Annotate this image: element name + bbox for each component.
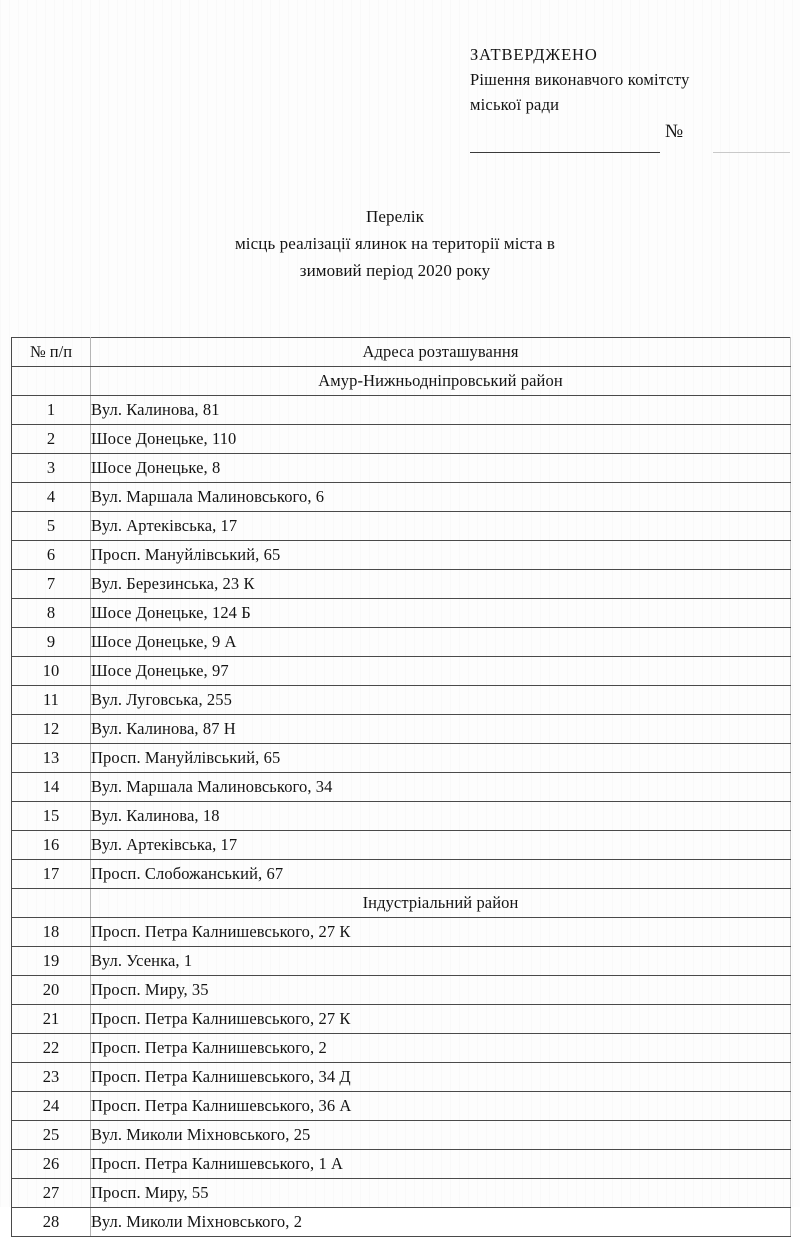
table-row bbox=[12, 947, 791, 976]
table-row bbox=[12, 1005, 791, 1034]
table-row bbox=[12, 1063, 791, 1092]
cell-address: Просп. Петра Калнишевського, 27 К bbox=[91, 1005, 791, 1034]
column-header-number: № п/п bbox=[12, 338, 91, 367]
approval-heading: ЗАТВЕРДЖЕНО bbox=[470, 45, 598, 64]
table-row bbox=[12, 773, 791, 802]
district-name: Амур-Нижньодніпровський район bbox=[91, 367, 791, 396]
cell-row-number: 15 bbox=[12, 802, 91, 831]
table-row bbox=[12, 1179, 791, 1208]
page-title-line-3: зимовий період 2020 року bbox=[299, 261, 491, 280]
cell-row-number: 2 bbox=[12, 425, 91, 454]
table-row bbox=[12, 1150, 791, 1179]
cell-address: Просп. Петра Калнишевського, 36 А bbox=[91, 1092, 791, 1121]
cell-row-number: 12 bbox=[12, 715, 91, 744]
signature-rule-left bbox=[470, 152, 660, 153]
cell-address: Шосе Донецьке, 97 bbox=[91, 657, 791, 686]
cell-address: Вул. Артеківська, 17 bbox=[91, 831, 791, 860]
table-row bbox=[12, 1121, 791, 1150]
table-header-row bbox=[12, 338, 791, 367]
cell-address: Вул. Усенка, 1 bbox=[91, 947, 791, 976]
table-row bbox=[12, 860, 791, 889]
cell-row-number: 13 bbox=[12, 744, 91, 773]
cell-address: Вул. Калинова, 81 bbox=[91, 396, 791, 425]
approval-decision-line: Рішення виконавчого комітсту bbox=[470, 70, 690, 89]
table-row bbox=[12, 396, 791, 425]
cell-address: Вул. Маршала Малиновського, 34 bbox=[91, 773, 791, 802]
cell-row-number: 8 bbox=[12, 599, 91, 628]
cell-row-number: 11 bbox=[12, 686, 91, 715]
cell-row-number: 23 bbox=[12, 1063, 91, 1092]
district-header-row bbox=[12, 889, 791, 918]
cell-address: Вул. Миколи Міхновського, 2 bbox=[91, 1208, 791, 1237]
table-row bbox=[12, 715, 791, 744]
table-row bbox=[12, 831, 791, 860]
column-header-address: Адреса розташування bbox=[91, 338, 791, 367]
table-head bbox=[12, 338, 791, 367]
cell-row-number: 26 bbox=[12, 1150, 91, 1179]
table-row bbox=[12, 976, 791, 1005]
table-row bbox=[12, 1208, 791, 1237]
approval-council-line: міської ради bbox=[470, 95, 560, 114]
cell-row-number: 14 bbox=[12, 773, 91, 802]
cell-row-number: 24 bbox=[12, 1092, 91, 1121]
cell-row-number: 7 bbox=[12, 570, 91, 599]
cell-row-number: 3 bbox=[12, 454, 91, 483]
locations-table bbox=[11, 337, 791, 1237]
cell-row-number: 6 bbox=[12, 541, 91, 570]
cell-row-number: 1 bbox=[12, 396, 91, 425]
cell-address: Шосе Донецьке, 8 bbox=[91, 454, 791, 483]
district-name: Індустріальний район bbox=[91, 889, 791, 918]
cell-address: Вул. Калинова, 18 bbox=[91, 802, 791, 831]
table-row bbox=[12, 425, 791, 454]
signature-rule-right bbox=[713, 152, 790, 153]
cell-address: Просп. Миру, 55 bbox=[91, 1179, 791, 1208]
approval-number-row bbox=[470, 121, 790, 157]
table-row bbox=[12, 628, 791, 657]
cell-address: Шосе Донецьке, 124 Б bbox=[91, 599, 791, 628]
table-row bbox=[12, 1034, 791, 1063]
cell-address: Просп. Петра Калнишевського, 34 Д bbox=[91, 1063, 791, 1092]
page-title bbox=[0, 203, 790, 284]
page-title-line-2: місць реалізації ялинок на території міста в bbox=[234, 234, 556, 253]
table-row bbox=[12, 657, 791, 686]
cell-row-number: 27 bbox=[12, 1179, 91, 1208]
page-title-line-1: Перелік bbox=[365, 207, 425, 226]
approval-block bbox=[470, 42, 790, 157]
cell-row-number: 28 bbox=[12, 1208, 91, 1237]
cell-row-number: 21 bbox=[12, 1005, 91, 1034]
table-row bbox=[12, 599, 791, 628]
district-header-row bbox=[12, 367, 791, 396]
table-row bbox=[12, 454, 791, 483]
cell-row-number: 4 bbox=[12, 483, 91, 512]
table-row bbox=[12, 570, 791, 599]
cell-row-number: 5 bbox=[12, 512, 91, 541]
cell-address: Просп. Миру, 35 bbox=[91, 976, 791, 1005]
table-body bbox=[12, 367, 791, 1237]
cell-address: Просп. Мануйлівський, 65 bbox=[91, 744, 791, 773]
table-row bbox=[12, 918, 791, 947]
cell-row-number: 10 bbox=[12, 657, 91, 686]
cell-address: Просп. Петра Калнишевського, 2 bbox=[91, 1034, 791, 1063]
cell-address: Шосе Донецьке, 9 А bbox=[91, 628, 791, 657]
cell-address: Вул. Березинська, 23 К bbox=[91, 570, 791, 599]
cell-address: Просп. Слобожанський, 67 bbox=[91, 860, 791, 889]
table-row bbox=[12, 802, 791, 831]
approval-number-label: № bbox=[665, 121, 684, 142]
cell-address: Вул. Миколи Міхновського, 25 bbox=[91, 1121, 791, 1150]
cell-address: Вул. Артеківська, 17 bbox=[91, 512, 791, 541]
cell-row-number: 25 bbox=[12, 1121, 91, 1150]
district-row-number-spacer bbox=[12, 889, 91, 918]
cell-row-number: 18 bbox=[12, 918, 91, 947]
cell-address: Вул. Маршала Малиновського, 6 bbox=[91, 483, 791, 512]
cell-row-number: 22 bbox=[12, 1034, 91, 1063]
table-row bbox=[12, 1092, 791, 1121]
table-row bbox=[12, 512, 791, 541]
table-row bbox=[12, 483, 791, 512]
cell-row-number: 20 bbox=[12, 976, 91, 1005]
cell-address: Просп. Петра Калнишевського, 27 К bbox=[91, 918, 791, 947]
cell-row-number: 19 bbox=[12, 947, 91, 976]
cell-row-number: 9 bbox=[12, 628, 91, 657]
district-row-number-spacer bbox=[12, 367, 91, 396]
cell-address: Вул. Луговська, 255 bbox=[91, 686, 791, 715]
table-row bbox=[12, 541, 791, 570]
cell-row-number: 16 bbox=[12, 831, 91, 860]
table-row bbox=[12, 686, 791, 715]
cell-address: Просп. Мануйлівський, 65 bbox=[91, 541, 791, 570]
cell-address: Шосе Донецьке, 110 bbox=[91, 425, 791, 454]
cell-row-number: 17 bbox=[12, 860, 91, 889]
cell-address: Вул. Калинова, 87 Н bbox=[91, 715, 791, 744]
table-row bbox=[12, 744, 791, 773]
cell-address: Просп. Петра Калнишевського, 1 А bbox=[91, 1150, 791, 1179]
